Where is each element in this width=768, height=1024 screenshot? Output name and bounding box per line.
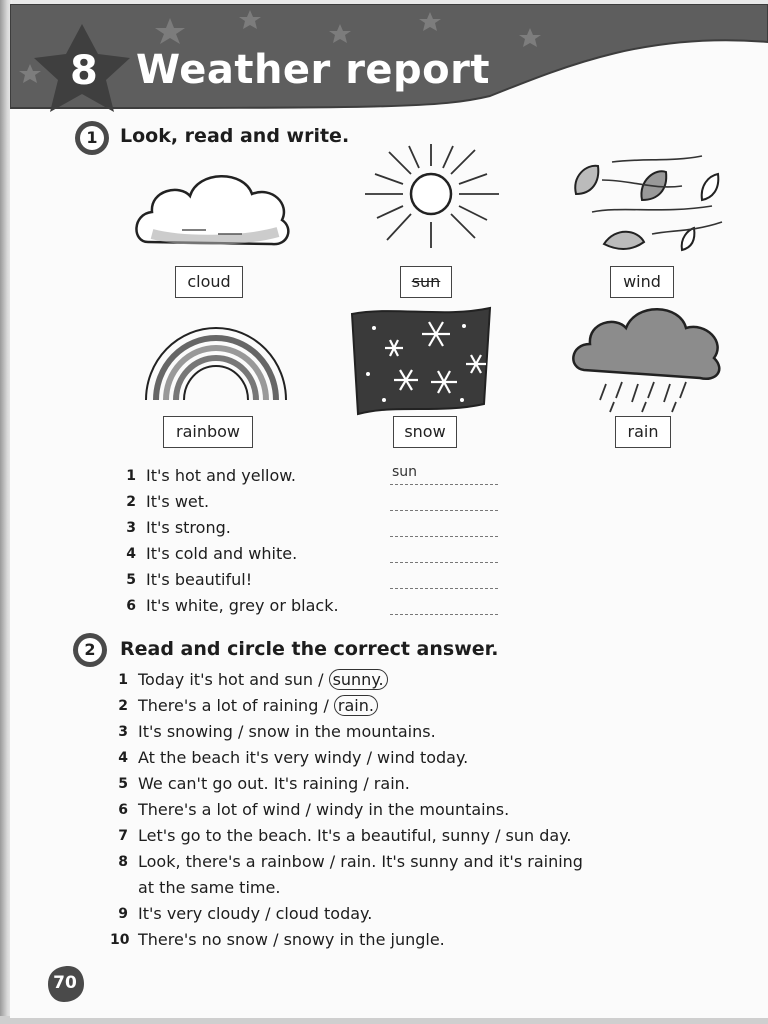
unit-title: Weather report (136, 47, 491, 93)
wind-icon (562, 150, 732, 258)
label-rain: rain (615, 416, 671, 448)
answer-field-5[interactable] (390, 570, 498, 589)
rain-cloud-icon (566, 298, 726, 416)
answer-field-6[interactable] (390, 596, 498, 615)
snow-icon (344, 304, 494, 416)
label-sun-crossed: sun (400, 266, 452, 298)
cloud-icon (132, 164, 292, 256)
label-wind: wind (610, 266, 674, 298)
answer-field-2[interactable] (390, 492, 498, 511)
circled-answer[interactable]: rain. (334, 695, 378, 716)
unit-header (10, 4, 768, 114)
unit-number: 8 (70, 48, 98, 94)
circled-answer[interactable]: sunny. (329, 669, 388, 690)
workbook-page: 8 Weather report 1 Look, read and write. cloud sun wind rainbow snow rain 1 It's hot and yellow. 2 It's wet. 3 It's strong. 4 It's cold and white. 5 It's beautiful! 6 It's white, grey or black. sun 2 Read and circle the correct answer. 1 Today it's hot and sun / sunny. 2 There's a lot of raining / rain. 3 It's snowing / snow in the mountains. 4 At the beach it's very windy / wind today. 5 We can't go out. It's raining / rain. 6 There's a lot of wind / windy in the mountains. 7 Let's go to the beach. It's a beautiful, sunny / sun day. 8 Look, there's a rainbow / rain. It's sunny and it's raining at the same time. 9 It's very cloudy / cloud today. 10 There's no snow / snowy in the jungle. 70 (10, 4, 768, 1018)
answer-field-4[interactable] (390, 544, 498, 563)
section-2-instruction: Read and circle the correct answer. (120, 638, 499, 660)
page-number: 70 (53, 973, 77, 993)
answer-field-1[interactable]: sun (390, 466, 498, 485)
section-2-badge: 2 (72, 632, 108, 668)
answer-field-3[interactable] (390, 518, 498, 537)
section-1-badge: 1 (74, 120, 110, 156)
section-1-instruction: Look, read and write. (120, 125, 350, 147)
rainbow-icon (136, 314, 296, 404)
label-rainbow: rainbow (163, 416, 253, 448)
label-cloud: cloud (175, 266, 243, 298)
sun-icon (355, 138, 505, 256)
page-number-badge (44, 964, 86, 1004)
label-snow: snow (393, 416, 457, 448)
